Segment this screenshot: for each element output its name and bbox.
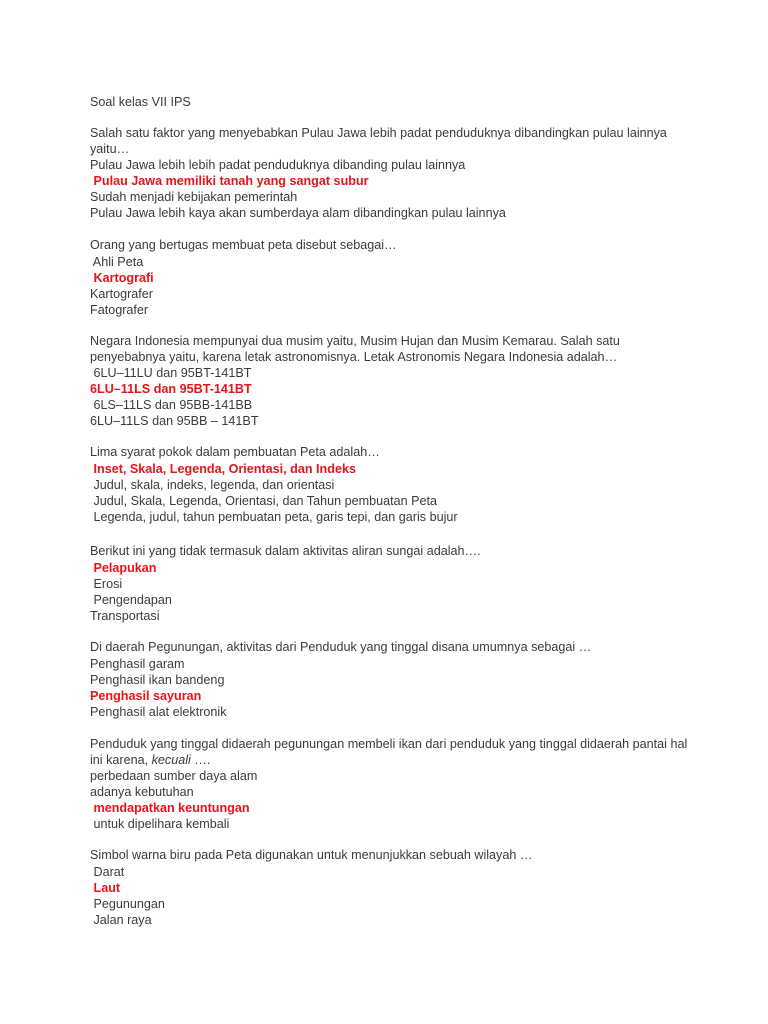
question-stem: Salah satu faktor yang menyebabkan Pulau Jawa lebih padat penduduknya dibandingkan pulau lainnya yaitu…	[90, 126, 667, 156]
answer-option: Ahli Peta	[90, 254, 144, 269]
answer-option: Judul, Skala, Legenda, Orientasi, dan Tahun pembuatan Peta	[90, 493, 438, 508]
document-title: Soal kelas VII IPS	[90, 95, 191, 109]
answer-option: Legenda, judul, tahun pembuatan peta, garis tepi, dan garis bujur	[90, 509, 458, 524]
answer-option: Penghasil alat elektronik	[90, 704, 227, 719]
answer-option: Pegunungan	[90, 896, 165, 911]
answer-option: untuk dipelihara kembali	[90, 817, 230, 831]
answer-option-correct: Laut	[90, 880, 121, 895]
answer-option-correct: Pulau Jawa memiliki tanah yang sangat subur	[90, 174, 369, 188]
question-7	[90, 737, 690, 832]
question-stem	[90, 737, 690, 768]
answer-option-correct: Penghasil sayuran	[90, 688, 202, 703]
question-8	[90, 848, 690, 928]
answer-option-correct: 6LU–11LS dan 95BT-141BT	[90, 382, 252, 396]
answer-option: 6LS–11LS dan 95BB-141BB	[90, 398, 253, 412]
answer-option: Penghasil ikan bandeng	[90, 672, 225, 687]
question-stem: Simbol warna biru pada Peta digunakan untuk menunjukkan sebuah wilayah …	[90, 848, 533, 862]
question-4	[90, 445, 690, 525]
question-2	[90, 238, 690, 318]
answer-option-correct: Inset, Skala, Legenda, Orientasi, dan Indeks	[90, 461, 356, 476]
question-5	[90, 544, 690, 624]
answer-option: perbedaan sumber daya alam	[90, 769, 258, 783]
question-1	[90, 126, 690, 221]
answer-option: 6LU–11LU dan 95BT-141BT	[90, 366, 252, 380]
question-stem: Orang yang bertugas membuat peta disebut sebagai…	[90, 238, 397, 252]
question-6	[90, 640, 690, 720]
answer-option: Jalan raya	[90, 912, 152, 927]
answer-option: Penghasil garam	[90, 656, 185, 671]
question-3	[90, 334, 690, 429]
question-stem-tail: ….	[190, 752, 211, 767]
question-stem: Berikut ini yang tidak termasuk dalam aktivitas aliran sungai adalah….	[90, 544, 481, 558]
answer-option: Sudah menjadi kebijakan pemerintah	[90, 190, 298, 204]
answer-option: Darat	[90, 864, 125, 879]
answer-option: Erosi	[90, 576, 123, 591]
answer-option-correct: mendapatkan keuntungan	[90, 801, 250, 815]
answer-option: Pulau Jawa lebih kaya akan sumberdaya alam dibandingkan pulau lainnya	[90, 206, 506, 220]
answer-option: Kartografer	[90, 286, 153, 301]
question-stem-emphasis: kecuali	[151, 752, 191, 767]
answer-option: 6LU–11LS dan 95BB – 141BT	[90, 414, 259, 428]
question-stem: Negara Indonesia mempunyai dua musim yaitu, Musim Hujan dan Musim Kemarau. Salah satu penyebabnya yaitu, karena letak astronomisnya. Letak Astronomis Negara Indonesia adalah…	[90, 334, 620, 364]
answer-option-correct: Kartografi	[90, 270, 154, 285]
question-stem: Lima syarat pokok dalam pembuatan Peta adalah…	[90, 445, 380, 459]
answer-option: Judul, skala, indeks, legenda, dan orientasi	[90, 477, 335, 492]
answer-option: Fatografer	[90, 302, 149, 317]
answer-option: adanya kebutuhan	[90, 785, 194, 799]
answer-option: Pulau Jawa lebih lebih padat penduduknya dibanding pulau lainnya	[90, 158, 466, 172]
answer-option-correct: Pelapukan	[90, 560, 157, 575]
answer-option: Transportasi	[90, 608, 160, 623]
answer-option: Pengendapan	[90, 592, 172, 607]
question-stem: Di daerah Pegunungan, aktivitas dari Penduduk yang tinggal disana umumnya sebagai …	[90, 640, 592, 654]
question-stem-text: Penduduk yang tinggal didaerah pegunungan membeli ikan dari penduduk yang tinggal didaerah pantai hal ini karena,	[90, 737, 688, 767]
